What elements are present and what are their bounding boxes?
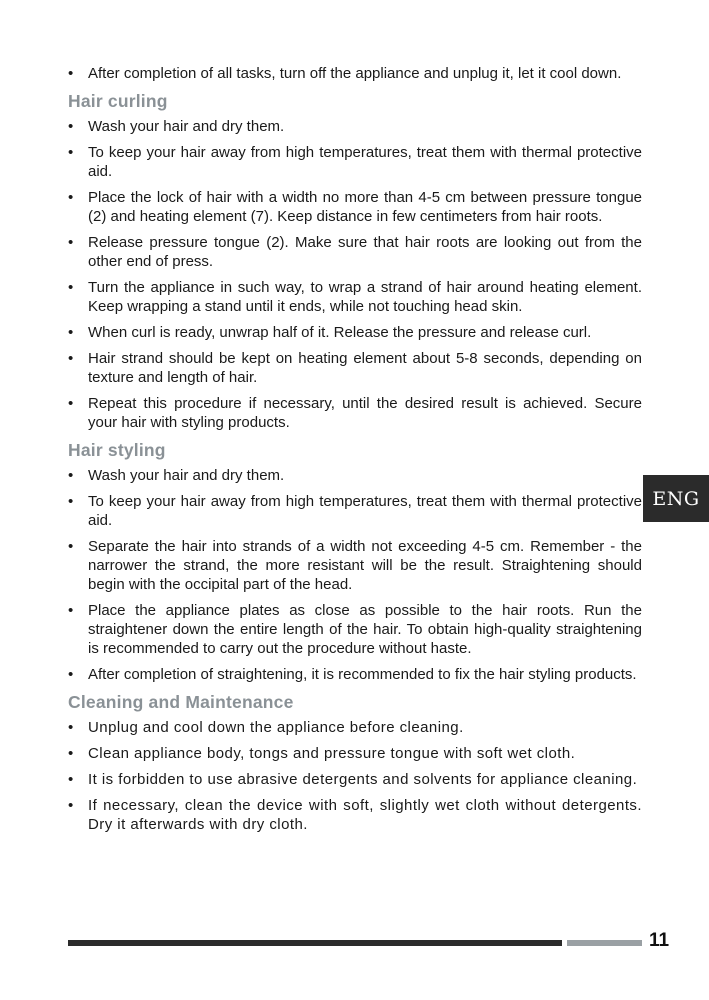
section-hair-curling	[68, 90, 642, 432]
bullet-icon: •	[68, 395, 74, 412]
language-tab-eng: ENG	[643, 475, 709, 522]
page-number: 11	[649, 930, 670, 951]
bullet-icon: •	[68, 797, 74, 814]
section-heading-hair-styling: Hair styling	[68, 440, 166, 460]
list-item: • Release pressure tongue (2). Make sure that hair roots are looking out from the other end of press.	[68, 234, 642, 270]
section-heading-cleaning: Cleaning and Maintenance	[68, 692, 294, 712]
bullet-icon: •	[68, 493, 74, 510]
bullet-icon: •	[68, 745, 74, 762]
list-item: • Hair strand should be kept on heating element about 5-8 seconds, depending on texture and length of hair.	[68, 350, 642, 386]
bullet-icon: •	[68, 234, 74, 251]
list-item: • To keep your hair away from high temperatures, treat them with thermal protective aid.	[68, 144, 642, 180]
bullet-icon: •	[68, 666, 74, 683]
list-item: • Place the lock of hair with a width no more than 4-5 cm between pressure tongue (2) and heating element (7). Keep distance in few centimeters from hair roots.	[68, 189, 642, 225]
section-hair-styling	[68, 439, 642, 684]
bullet-icon: •	[68, 279, 74, 296]
list-item: • Place the appliance plates as close as possible to the hair roots. Run the straightener down the entire length of the hair. To obtain high-quality straightening is recommended to carry out the procedure without haste.	[68, 602, 642, 657]
section-heading-hair-curling: Hair curling	[68, 91, 168, 111]
bullet-icon: •	[68, 467, 74, 484]
manual-page-content	[68, 64, 642, 841]
list-item: • After completion of all tasks, turn off the appliance and unplug it, let it cool down.	[68, 65, 622, 82]
list-item: • If necessary, clean the device with soft, slightly wet cloth without detergents. Dry it afterwards with dry cloth.	[68, 797, 642, 833]
section-cleaning-maintenance	[68, 691, 642, 834]
list-item: • Separate the hair into strands of a width not exceeding 4-5 cm. Remember - the narrower the strand, the more resistant will be the result. Straightening should begin with the occipital part of the head.	[68, 538, 642, 593]
cleaning-list	[68, 718, 642, 834]
curling-list	[68, 117, 642, 432]
list-item: • It is forbidden to use abrasive detergents and solvents for appliance cleaning.	[68, 771, 638, 788]
bullet-icon: •	[68, 350, 74, 367]
intro-list	[68, 64, 642, 83]
styling-list	[68, 466, 642, 684]
list-item: • Turn the appliance in such way, to wrap a strand of hair around heating element. Keep wrapping a stand until it ends, while not touching head skin.	[68, 279, 642, 315]
list-item: • Unplug and cool down the appliance before cleaning.	[68, 719, 464, 736]
footer-bar-light	[567, 940, 642, 946]
bullet-icon: •	[68, 324, 74, 341]
bullet-icon: •	[68, 719, 74, 736]
list-item: • Wash your hair and dry them.	[68, 467, 285, 484]
bullet-icon: •	[68, 144, 74, 161]
list-item: • Wash your hair and dry them.	[68, 118, 285, 135]
bullet-icon: •	[68, 118, 74, 135]
list-item: • To keep your hair away from high temperatures, treat them with thermal protective aid.	[68, 493, 642, 529]
bullet-icon: •	[68, 65, 74, 82]
bullet-icon: •	[68, 538, 74, 555]
footer-bar-dark	[68, 940, 562, 946]
list-item: • Clean appliance body, tongs and pressure tongue with soft wet cloth.	[68, 745, 576, 762]
list-item: • When curl is ready, unwrap half of it. Release the pressure and release curl.	[68, 324, 592, 341]
bullet-icon: •	[68, 602, 74, 619]
list-item: • After completion of straightening, it is recommended to fix the hair styling products.	[68, 666, 637, 683]
bullet-icon: •	[68, 189, 74, 206]
bullet-icon: •	[68, 771, 74, 788]
list-item: • Repeat this procedure if necessary, until the desired result is achieved. Secure your hair with styling products.	[68, 395, 642, 431]
